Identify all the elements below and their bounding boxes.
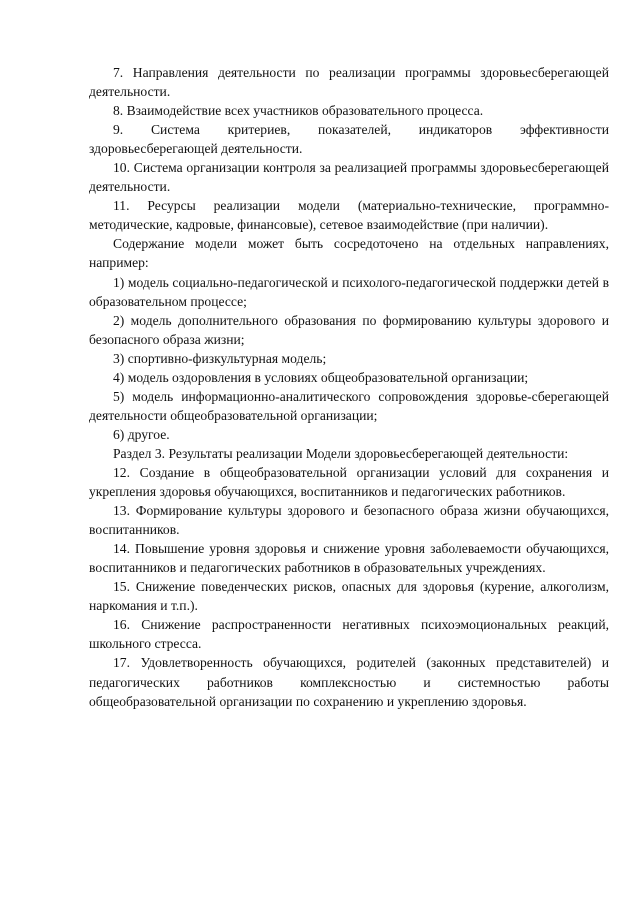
item-9-criteria: 9. Система критериев, показателей, индикаторов эффективности здоровьесберегающей деятельности. (89, 122, 609, 157)
item-8-interaction: 8. Взаимодействие всех участников образовательного процесса. (113, 103, 484, 119)
document-page (89, 63, 609, 711)
item-17-satisfaction: 17. Удовлетворенность обучающихся, родителей (законных представителей) и педагогических работников комплексностью и системностью работы общеобразовательной организации по сохранению и укреплению здоровья. (89, 655, 609, 709)
item-12-conditions: 12. Создание в общеобразовательной организации условий для сохранения и укрепления здоровья обучающихся, воспитанников и педагогических работников. (89, 464, 609, 500)
model-option-4: 4) модель оздоровления в условиях общеобразовательной организации; (113, 369, 529, 385)
item-15-risks: 15. Снижение поведенческих рисков, опасных для здоровья (курение, алкоголизм, наркомания и т.п.). (89, 579, 609, 614)
model-option-6: 6) другое. (113, 426, 170, 442)
item-11-resources: 11. Ресурсы реализации модели (материально-технические, программно-методические, кадровые, финансовые), сетевое взаимодействие (при наличии). (89, 198, 609, 233)
model-content-intro: Содержание модели может быть сосредоточено на отдельных направлениях, например: (89, 236, 609, 271)
model-option-2: 2) модель дополнительного образования по формированию культуры здорового и безопасного образа жизни; (89, 312, 609, 347)
item-10-control: 10. Система организации контроля за реализацией программы здоровьесберегающей деятельности. (89, 160, 609, 195)
model-option-3: 3) спортивно-физкультурная модель; (113, 350, 327, 366)
section-3-heading: Раздел 3. Результаты реализации Модели здоровьесберегающей деятельности: (113, 445, 569, 461)
item-13-culture: 13. Формирование культуры здорового и безопасного образа жизни обучающихся, воспитанников. (89, 503, 609, 538)
model-option-5: 5) модель информационно-аналитического сопровождения здоровье-сберегающей деятельности общеобразовательной организации; (89, 388, 609, 423)
item-14-health-level: 14. Повышение уровня здоровья и снижение уровня заболеваемости обучающихся, воспитанников и педагогических работников в образовательных учреждениях. (89, 541, 609, 576)
item-7-directions: 7. Направления деятельности по реализации программы здоровьесберегающей деятельности. (89, 65, 609, 100)
item-16-stress: 16. Снижение распространенности негативных психоэмоциональных реакций, школьного стресса. (89, 617, 609, 652)
model-option-1: 1) модель социально-педагогической и психолого-педагогической поддержки детей в образовательном процессе; (89, 274, 609, 309)
